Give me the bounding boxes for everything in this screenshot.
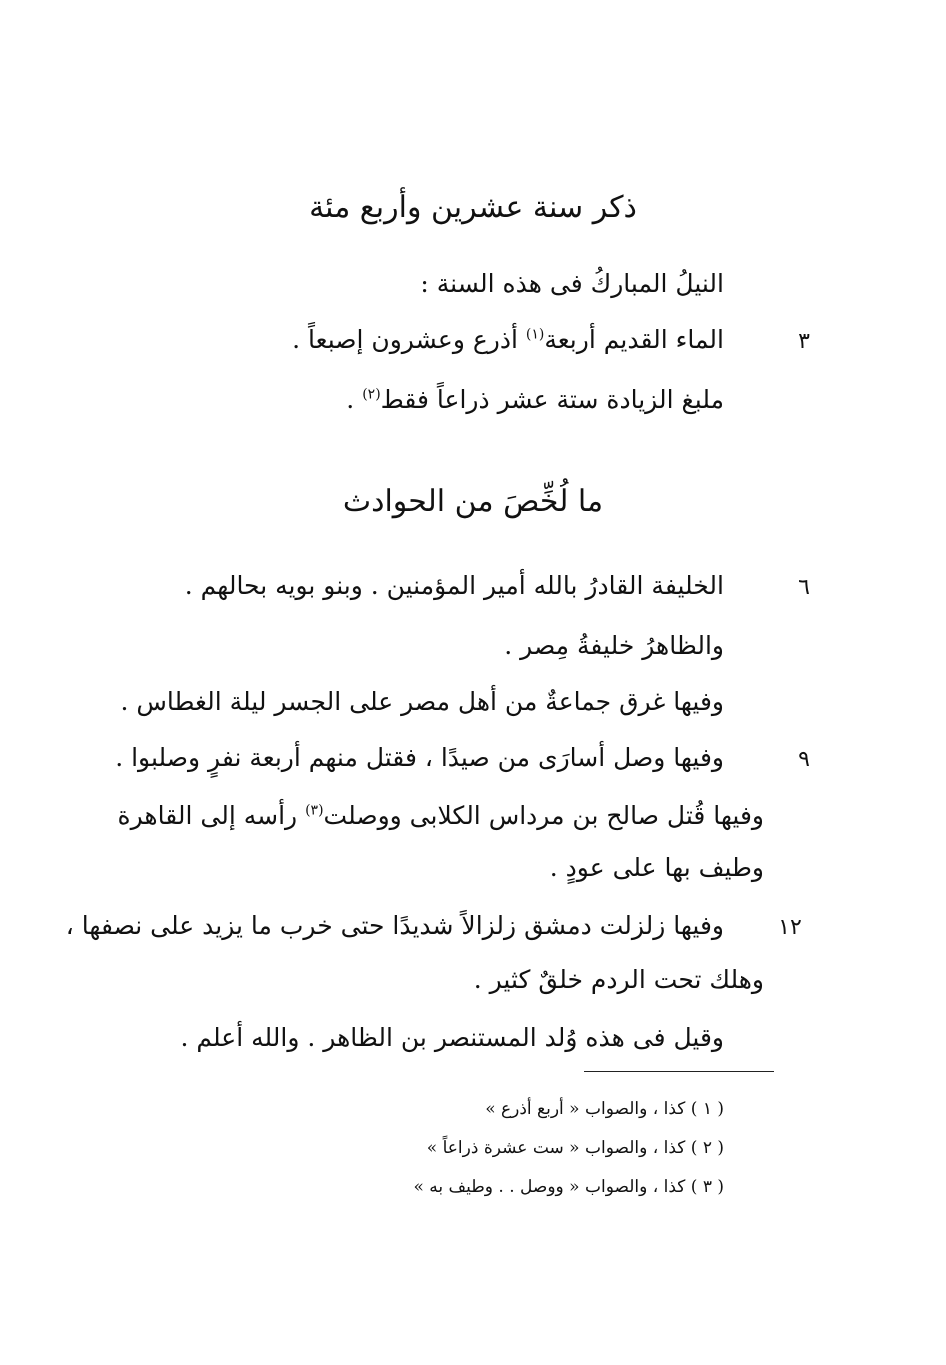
- footnote-2: ( ٢ ) كذا ، والصواب « ست عشرة ذراعاً »: [426, 1138, 724, 1158]
- footnote-1: ( ١ ) كذا ، والصواب « أربع أذرع »: [485, 1099, 724, 1119]
- margin-number-9: ٩: [798, 747, 810, 772]
- old-water-line: [292, 322, 724, 358]
- margin-number-12: ١٢: [778, 915, 802, 940]
- footnote-separator: [584, 1071, 774, 1072]
- increase-line: [346, 382, 724, 418]
- section-title-events: ما لُخِّصَ من الحوادث: [342, 484, 604, 519]
- event-line-zahir: والظاهرُ خليفةُ مِصر .: [504, 631, 724, 660]
- event-line-mustansir: وقيل فى هذه وُلد المستنصر بن الظاهر . والله أعلم .: [180, 1023, 724, 1052]
- event-line-captives: وفيها وصل أسارَى من صيدًا ، فقتل منهم أربعة نفرٍ وصلبوا .: [115, 743, 724, 772]
- section-title-year: ذكر سنة عشرين وأربع مئة: [309, 190, 637, 225]
- event-line-earthquake: وفيها زلزلت دمشق زلزالاً شديدًا حتى خرب ما يزيد على نصفها ،: [65, 911, 724, 940]
- nile-intro-line: النيلُ المباركُ فى هذه السنة :: [420, 269, 724, 298]
- increase-end: .: [346, 385, 355, 414]
- event-line-caliph: الخليفة القادرُ بالله أمير المؤمنين . وبنو بويه بحالهم .: [184, 571, 724, 600]
- event-line-perished: وهلك تحت الردم خلقٌ كثير .: [473, 965, 764, 994]
- footnote-3: ( ٣ ) كذا ، والصواب « ووصل . . وطيف به »: [413, 1177, 724, 1197]
- old-water-text: الماء القديم أربعة: [544, 325, 724, 354]
- event-line-drowning: وفيها غرق جماعةٌ من أهل مصر على الجسر ليلة الغطاس .: [120, 687, 724, 716]
- footnote-ref-3: (٣): [305, 802, 324, 819]
- margin-number-6: ٦: [798, 575, 810, 600]
- old-water-rest: أذرع وعشرون إصبعاً .: [292, 325, 518, 354]
- footnote-ref-1: (١): [525, 326, 545, 343]
- event-line-salih-text: وفيها قُتل صالح بن مرداس الكلابى ووصلت: [323, 801, 764, 830]
- event-line-paraded: وطيف بها على عودٍ .: [549, 853, 764, 882]
- margin-number-3: ٣: [798, 329, 810, 354]
- increase-text: ملبغ الزيادة ستة عشر ذراعاً فقط: [380, 385, 724, 414]
- event-line-salih: [118, 798, 764, 834]
- event-line-salih-rest: رأسه إلى القاهرة: [117, 801, 298, 830]
- footnote-ref-2: (٢): [362, 386, 381, 403]
